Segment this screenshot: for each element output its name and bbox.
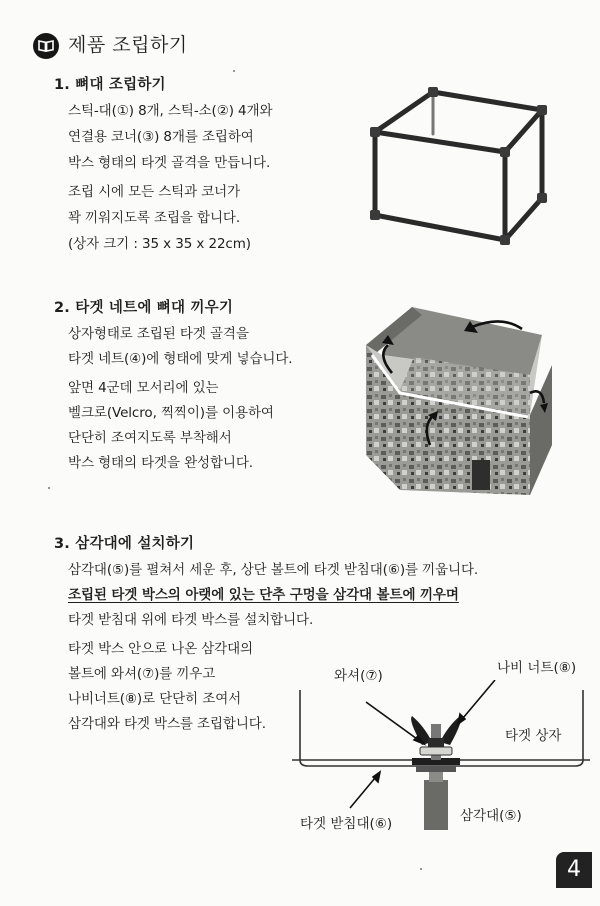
section-1-heading: 1. 뼈대 조립하기 — [54, 77, 166, 93]
section-2-line: 박스 형태의 타겟을 완성합니다. — [68, 455, 253, 471]
section-3-line: 타겟 받침대 위에 타겟 박스를 설치합니다. — [68, 612, 314, 628]
book-icon — [33, 33, 59, 59]
section-2-line: 앞면 4군데 모서리에 있는 — [68, 380, 219, 396]
section-2-heading: 2. 타겟 네트에 뼈대 끼우기 — [54, 300, 234, 316]
scan-speck — [48, 487, 50, 489]
section-3-line-underlined: 조립된 타겟 박스의 아랫에 있는 단추 구멍을 삼각대 볼트에 끼우며 — [68, 587, 459, 603]
net-box-illustration — [352, 295, 564, 500]
section-3-line: 삼각대와 타겟 박스를 조립합니다. — [68, 716, 266, 732]
section-3-heading: 3. 삼각대에 설치하기 — [54, 536, 195, 552]
section-1-line: 연결용 코너(③) 8개를 조립하여 — [68, 129, 254, 145]
section-2-line: 상자형태로 조립된 타겟 골격을 — [68, 326, 249, 342]
section-3-line: 나비너트(⑧)로 단단히 조여서 — [68, 691, 242, 707]
target-box-label: 타겟 상자 — [505, 728, 562, 744]
section-3-line: 타겟 박스 안으로 나온 삼각대의 — [68, 641, 253, 657]
section-2-line: 타겟 네트(④)에 형태에 맞게 넣습니다. — [68, 351, 293, 367]
tripod-label: 삼각대(⑤) — [460, 808, 522, 824]
section-1-line: 스틱-대(①) 8개, 스틱-소(②) 4개와 — [68, 103, 273, 119]
page-title: 제품 조립하기 — [68, 34, 188, 56]
frame-illustration — [355, 80, 555, 250]
section-1-line: 조립 시에 모든 스틱과 코너가 — [68, 184, 241, 200]
section-1-line: (상자 크기 : 35 x 35 x 22cm) — [68, 236, 251, 252]
section-3-line: 삼각대(⑤)를 펼쳐서 세운 후, 상단 볼트에 타겟 받침대(⑥)를 끼웁니다. — [68, 562, 479, 578]
section-1-line: 박스 형태의 타겟 골격을 만듭니다. — [68, 155, 271, 171]
page-number: 4 — [556, 852, 592, 888]
section-1-line: 꽉 끼워지도록 조립을 합니다. — [68, 210, 241, 226]
washer-label: 와셔(⑦) — [334, 668, 383, 684]
section-2-line: 벨크로(Velcro, 찍찍이)를 이용하여 — [68, 405, 274, 421]
section-2-line: 단단히 조여지도록 부착해서 — [68, 430, 232, 446]
section-3-line: 볼트에 와셔(⑦)를 끼우고 — [68, 666, 216, 682]
target-base-label: 타겟 받침대(⑥) — [300, 816, 393, 832]
wingnut-label: 나비 너트(⑧) — [497, 660, 577, 676]
scan-speck — [233, 70, 235, 72]
scan-speck — [420, 868, 422, 870]
